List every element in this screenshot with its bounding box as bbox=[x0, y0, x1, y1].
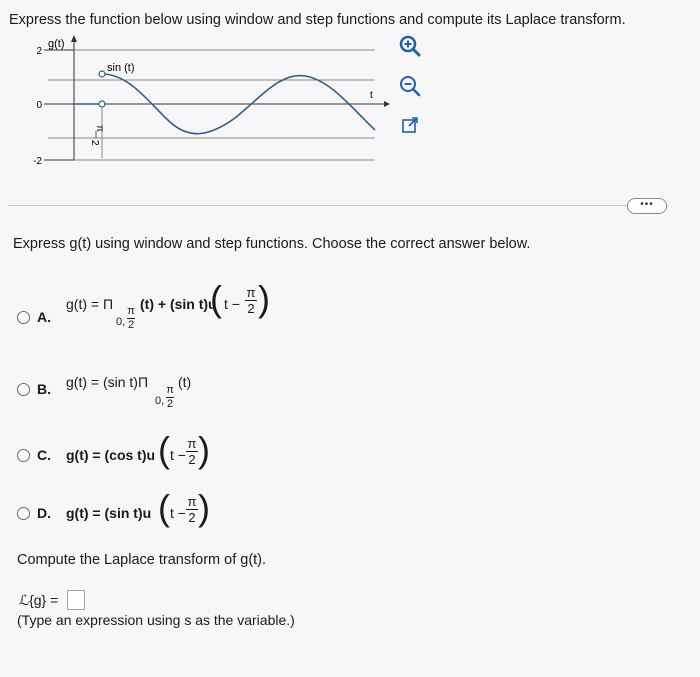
option-a-pi: π bbox=[246, 285, 256, 300]
option-a-sub-frac bbox=[127, 306, 135, 331]
option-a-frac bbox=[245, 286, 257, 315]
option-c-paren-close: ) bbox=[198, 429, 210, 470]
option-d-frac bbox=[186, 495, 198, 524]
option-d-t: t − bbox=[170, 505, 186, 521]
laplace-answer-input[interactable] bbox=[67, 590, 85, 610]
option-b-sub-pi: π bbox=[166, 384, 174, 396]
option-d-lhs: g(t) = (sin t)u bbox=[66, 505, 152, 521]
option-d-paren-open: ( bbox=[158, 487, 170, 528]
popout-button[interactable] bbox=[399, 114, 421, 136]
option-b-lhs-text: g(t) = (sin t)Π bbox=[66, 374, 149, 390]
option-c-paren-open: ( bbox=[158, 429, 170, 470]
prompt-text: Express g(t) using window and step functions. Choose the correct answer below. bbox=[13, 236, 531, 252]
laplace-lhs: ℒ{g} = bbox=[19, 592, 59, 608]
option-b-sub-two: 2 bbox=[166, 398, 174, 410]
y-label: g(t) bbox=[48, 38, 65, 50]
option-c-letter[interactable]: C. bbox=[37, 447, 51, 463]
tick-2-label: 2 bbox=[36, 46, 42, 57]
answer-hint: (Type an expression using s as the variable.) bbox=[17, 612, 295, 628]
question-text: Express the function below using window and step functions and compute its Laplace transform. bbox=[9, 12, 626, 28]
function-graph bbox=[30, 28, 390, 168]
option-a-radio[interactable] bbox=[17, 311, 30, 324]
option-a-paren-open: ( bbox=[210, 278, 222, 319]
more-button[interactable]: ••• bbox=[627, 198, 667, 214]
option-b-sub0: 0, bbox=[155, 395, 165, 407]
option-c-t: t − bbox=[170, 447, 186, 463]
option-a-paren-close: ) bbox=[258, 278, 270, 319]
option-d-pi: π bbox=[187, 494, 197, 509]
option-d-two: 2 bbox=[188, 510, 196, 525]
option-a-two: 2 bbox=[247, 301, 255, 316]
zoom-out-icon bbox=[399, 75, 421, 97]
option-c-two: 2 bbox=[188, 452, 196, 467]
option-d-paren-close: ) bbox=[198, 487, 210, 528]
x-tick-2: 2 bbox=[89, 140, 100, 146]
option-c-pi: π bbox=[187, 436, 197, 451]
x-tick-pi: π bbox=[94, 125, 105, 132]
option-d-letter[interactable]: D. bbox=[37, 505, 51, 521]
option-a-sub-pi: π bbox=[127, 305, 135, 317]
y-axis-arrow bbox=[71, 35, 77, 42]
option-b-radio[interactable] bbox=[17, 383, 30, 396]
zoom-in-button[interactable] bbox=[398, 34, 422, 58]
option-b-lhs bbox=[66, 374, 148, 390]
option-c-lhs: g(t) = (cos t)u bbox=[66, 447, 156, 463]
zoom-out-button[interactable] bbox=[398, 74, 422, 98]
option-a-lhs: g(t) = Π bbox=[66, 296, 114, 312]
option-a-sub-two: 2 bbox=[127, 319, 135, 331]
x-label: t bbox=[370, 90, 373, 101]
option-c-frac bbox=[186, 437, 198, 466]
compute-text: Compute the Laplace transform of g(t). bbox=[17, 552, 267, 568]
option-a-mid: (t) + (sin t)u bbox=[140, 296, 217, 312]
option-a-letter[interactable]: A. bbox=[37, 309, 51, 325]
open-dot-axis bbox=[99, 101, 105, 107]
option-b-tail: (t) bbox=[178, 374, 192, 390]
tick-0-label: 0 bbox=[36, 100, 42, 111]
zoom-in-icon bbox=[399, 35, 421, 57]
option-a-t: t − bbox=[224, 296, 240, 312]
option-b-sub-frac bbox=[166, 385, 174, 410]
option-b-letter[interactable]: B. bbox=[37, 381, 51, 397]
tick-neg2-label: -2 bbox=[33, 156, 42, 167]
option-a-sub0: 0, bbox=[116, 316, 126, 328]
x-axis-arrow bbox=[384, 101, 390, 107]
option-c-radio[interactable] bbox=[17, 449, 30, 462]
external-link-icon bbox=[401, 116, 419, 134]
option-d-radio[interactable] bbox=[17, 507, 30, 520]
section-divider bbox=[8, 205, 668, 206]
curve-label: sin (t) bbox=[107, 62, 135, 74]
open-dot-top bbox=[99, 71, 105, 77]
